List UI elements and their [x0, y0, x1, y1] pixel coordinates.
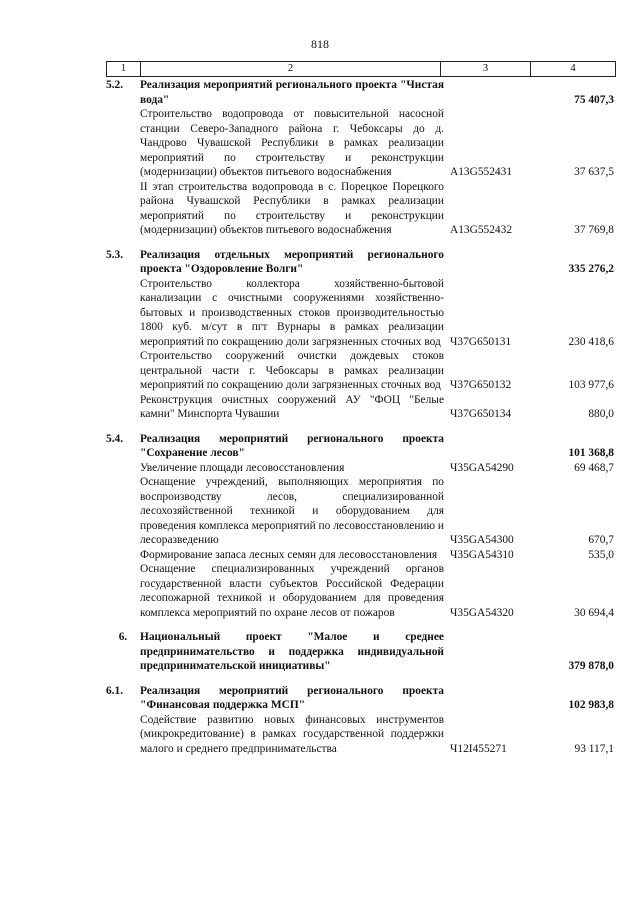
section-total: 379 878,0: [568, 660, 614, 672]
item-amount: 37 637,5: [574, 166, 614, 178]
section-6-1: [106, 684, 614, 757]
item-amount: 37 769,8: [574, 224, 614, 236]
table-row: [106, 562, 614, 620]
section-5-4: [106, 432, 614, 621]
page-number: 818: [311, 37, 329, 51]
table-row: [106, 107, 614, 180]
section-title-row: [106, 432, 614, 461]
table-row: [106, 349, 614, 393]
item-amount: 93 117,1: [574, 742, 614, 755]
item-amount: 230 418,6: [568, 335, 614, 348]
section-total: 335 276,2: [568, 263, 614, 275]
section-number: 5.4.: [106, 432, 124, 445]
item-code: Ч35GA54300: [450, 534, 514, 546]
table-header: [106, 61, 616, 77]
header-col-3: 3: [441, 62, 531, 76]
item-text: Реконструкция очистных сооружений АУ "ФОЦ "Белые камни" Минспорта Чувашии: [140, 393, 444, 420]
section-title: Реализация мероприятий регионального проекта "Чистая вода": [140, 79, 444, 106]
section-5-2: [106, 78, 614, 238]
item-code: A13G552432: [450, 224, 513, 236]
item-amount: 103 977,6: [568, 379, 614, 391]
table-body: [106, 78, 614, 766]
section-title-row: [106, 78, 614, 107]
table-row: [106, 393, 614, 422]
item-code: Ч35GA54310: [450, 548, 514, 561]
section-total: 101 368,8: [568, 447, 614, 459]
item-amount: 30 694,4: [574, 606, 614, 619]
section-title-row: [106, 684, 614, 713]
item-text: Формирование запаса лесных семян для лесовосстановления: [140, 548, 438, 561]
table-row: [106, 475, 614, 548]
section-6: [106, 630, 614, 674]
item-text: Строительство коллектора хозяйственно-бытовой канализации с очистными сооружениями хозяйственно-бытовых и производственных стоков производительностью 1800 куб. м/сут в пгт Вурнары в рамках реализации мероприятий по сокращению доли загрязненных сточных вод: [140, 277, 444, 348]
item-text: Оснащение учреждений, выполняющих мероприятия по воспроизводству лесов, специализированной лесохозяйственной техникой и оборудованием для проведения комплекса мероприятий по лесовосстановлению и лесоразведению: [140, 476, 444, 546]
item-amount: 880,0: [588, 408, 614, 420]
section-number: 6.1.: [106, 684, 124, 697]
section-number: 5.2.: [106, 79, 124, 91]
item-text: Содействие развитию новых финансовых инструментов (микрокредитование) в рамках государственной поддержки малого и среднего предпринимательства: [140, 713, 444, 755]
item-amount: 535,0: [588, 548, 614, 561]
item-code: Ч35GA54320: [450, 606, 514, 619]
item-code: Ч37G650134: [450, 408, 512, 420]
table-row: [106, 713, 614, 757]
item-code: Ч35GA54290: [450, 461, 514, 474]
item-amount: 670,7: [588, 534, 614, 546]
item-text: Строительство водопровода от повысительной насосной станции Северо-Западного района г. Чебоксары до д. Чандрово Чувашской Республики в рамках реализации мероприятий по строительству и реконструкции (модернизации) объектов питьевого водоснабжения: [140, 108, 444, 178]
section-total: 75 407,3: [574, 93, 614, 106]
table-row: [106, 548, 614, 563]
item-text: II этап строительства водопровода в с. Порецкое Порецкого района Чувашской Республики в рамках реализации мероприятий по строительству и реконструкции (модернизации) объектов питьевого водоснабжения: [140, 180, 444, 236]
item-code: Ч37G650131: [450, 335, 512, 348]
header-col-2: 2: [141, 62, 441, 76]
section-number: 5.3.: [106, 248, 124, 261]
table-row: [106, 180, 614, 238]
section-title-row: [106, 248, 614, 277]
item-code: Ч12I455271: [450, 742, 507, 755]
header-col-4: 4: [570, 63, 576, 74]
section-title-row: [106, 630, 614, 674]
item-code: A13G552431: [450, 166, 513, 178]
item-code: Ч37G650132: [450, 379, 512, 391]
section-title: Национальный проект "Малое и среднее предпринимательство и поддержка индивидуальной предпринимательской инициативы": [140, 631, 444, 672]
item-text: Увеличение площади лесовосстановления: [140, 461, 345, 474]
section-5-3: [106, 248, 614, 422]
section-title: Реализация отдельных мероприятий регионального проекта "Оздоровление Волги": [140, 248, 444, 275]
section-title: Реализация мероприятий регионального проекта "Финансовая поддержка МСП": [140, 684, 444, 711]
item-text: Строительство сооружений очистки дождевых стоков центральной части г. Чебоксары в рамках реализации мероприятий по сокращению доли загрязненных сточных вод: [140, 350, 444, 391]
item-amount: 69 468,7: [574, 461, 614, 474]
table-row: [106, 461, 614, 476]
section-title: Реализация мероприятий регионального проекта "Сохранение лесов": [140, 432, 444, 459]
header-col-1: 1: [107, 62, 141, 76]
item-text: Оснащение специализированных учреждений органов государственной власти субъектов Российской Федерации лесопожарной техникой и оборудованием для проведения комплекса мероприятий по охране лесов от пожаров: [140, 563, 444, 619]
table-row: [106, 277, 614, 350]
section-total: 102 983,8: [568, 699, 614, 711]
section-number: 6.: [118, 631, 128, 643]
